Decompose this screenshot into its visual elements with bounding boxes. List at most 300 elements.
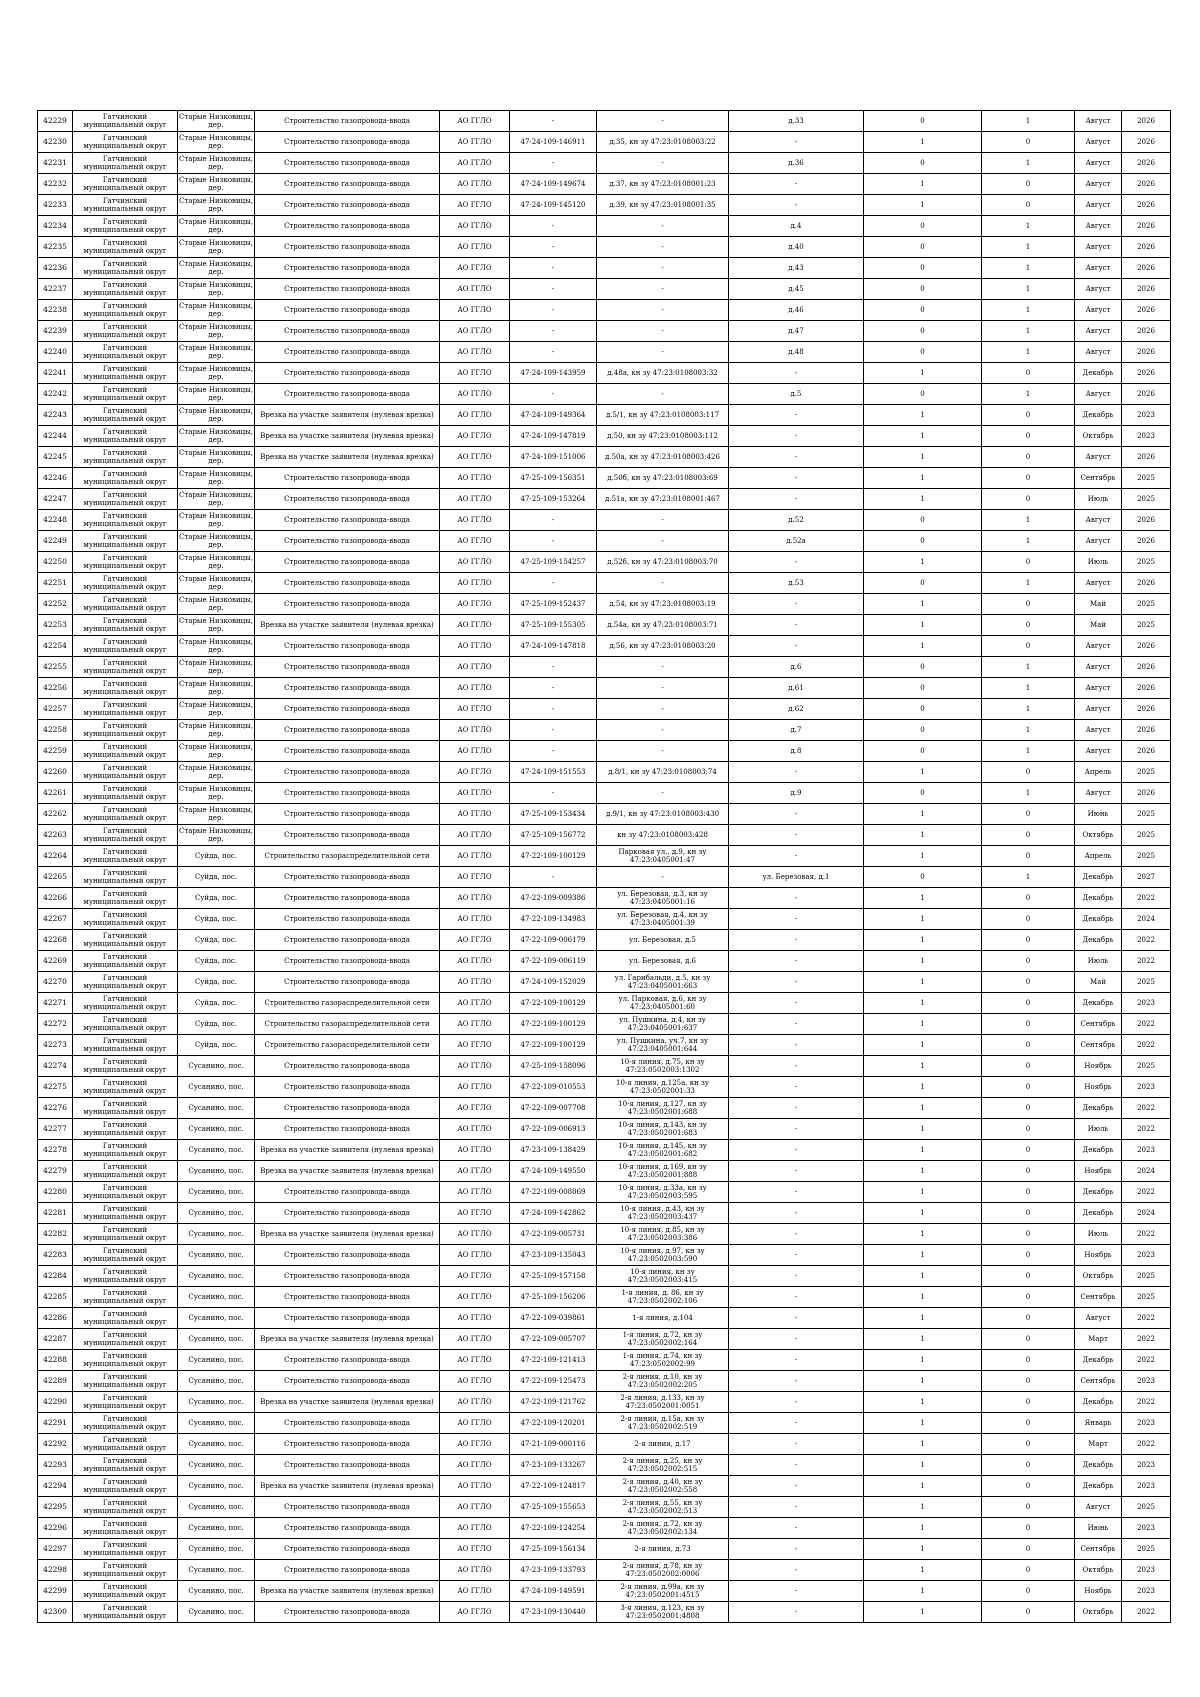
table-row — [38, 1098, 1171, 1119]
organization-cell: АО ГГЛО — [440, 1119, 510, 1140]
municipality-cell: Гатчинский муниципальный округ — [73, 1245, 178, 1266]
year-cell: 2026 — [1122, 153, 1171, 174]
month-cell: Октябрь — [1075, 1560, 1122, 1581]
year-cell: 2025 — [1122, 468, 1171, 489]
row-number-cell: 42283 — [38, 1245, 73, 1266]
count-with-application-cell: 0 — [864, 783, 982, 804]
count-without-application-cell: 1 — [982, 783, 1075, 804]
count-with-application-cell: 1 — [864, 972, 982, 993]
count-with-application-cell: 1 — [864, 1161, 982, 1182]
year-cell: 2026 — [1122, 216, 1171, 237]
count-without-application-cell: 0 — [982, 1308, 1075, 1329]
settlement-cell: Старые Низковицы, дер. — [178, 426, 255, 447]
table-row — [38, 951, 1171, 972]
table-row — [38, 342, 1171, 363]
month-cell: Май — [1075, 615, 1122, 636]
application-number-cell: 47-24-109-149364 — [510, 405, 597, 426]
work-type-cell: Строительство газопровода-ввода — [255, 699, 440, 720]
month-cell: Декабрь — [1075, 867, 1122, 888]
row-number-cell: 42262 — [38, 804, 73, 825]
organization-cell: АО ГГЛО — [440, 846, 510, 867]
settlement-cell: Старые Низковицы, дер. — [178, 804, 255, 825]
application-number-cell: 47-25-109-157158 — [510, 1266, 597, 1287]
row-number-cell: 42240 — [38, 342, 73, 363]
row-number-cell: 42296 — [38, 1518, 73, 1539]
work-type-cell: Строительство газопровода-ввода — [255, 321, 440, 342]
address-plot-cell: д.52а — [729, 531, 864, 552]
count-with-application-cell: 1 — [864, 1581, 982, 1602]
month-cell: Ноябрь — [1075, 1581, 1122, 1602]
address-cadastral-cell: 10-я линия, д.85, кн зу 47:23:0502003:386 — [597, 1224, 729, 1245]
row-number-cell: 42268 — [38, 930, 73, 951]
address-cadastral-cell: 10-я линия, д.97, кн зу 47:23:0502003:590 — [597, 1245, 729, 1266]
year-cell: 2023 — [1122, 1077, 1171, 1098]
settlement-cell: Старые Низковицы, дер. — [178, 531, 255, 552]
settlement-cell: Сусанино, пос. — [178, 1371, 255, 1392]
work-type-cell: Строительство газопровода-ввода — [255, 1350, 440, 1371]
address-cadastral-cell: 10-я линия, д.143, кн зу 47:23:0502001:683 — [597, 1119, 729, 1140]
work-type-cell: Врезка на участке заявителя (нулевая врезка) — [255, 1581, 440, 1602]
work-type-cell: Строительство газопровода-ввода — [255, 594, 440, 615]
address-plot-cell: - — [729, 1434, 864, 1455]
organization-cell: АО ГГЛО — [440, 1077, 510, 1098]
address-plot-cell: - — [729, 1371, 864, 1392]
application-number-cell: 47-25-109-154257 — [510, 552, 597, 573]
address-cadastral-cell: д.51а, кн зу 47:23:0108001:467 — [597, 489, 729, 510]
month-cell: Декабрь — [1075, 1476, 1122, 1497]
organization-cell: АО ГГЛО — [440, 405, 510, 426]
settlement-cell: Сусанино, пос. — [178, 1434, 255, 1455]
year-cell: 2022 — [1122, 930, 1171, 951]
count-without-application-cell: 1 — [982, 216, 1075, 237]
address-plot-cell: - — [729, 888, 864, 909]
settlement-cell: Сусанино, пос. — [178, 1182, 255, 1203]
count-without-application-cell: 0 — [982, 1140, 1075, 1161]
settlement-cell: Старые Низковицы, дер. — [178, 468, 255, 489]
address-plot-cell: - — [729, 405, 864, 426]
year-cell: 2025 — [1122, 1287, 1171, 1308]
month-cell: Декабрь — [1075, 1455, 1122, 1476]
municipality-cell: Гатчинский муниципальный округ — [73, 258, 178, 279]
municipality-cell: Гатчинский муниципальный округ — [73, 678, 178, 699]
settlement-cell: Сусанино, пос. — [178, 1455, 255, 1476]
count-without-application-cell: 1 — [982, 384, 1075, 405]
table-row — [38, 1056, 1171, 1077]
municipality-cell: Гатчинский муниципальный округ — [73, 804, 178, 825]
work-type-cell: Врезка на участке заявителя (нулевая врезка) — [255, 1224, 440, 1245]
organization-cell: АО ГГЛО — [440, 1539, 510, 1560]
address-plot-cell: д.52 — [729, 510, 864, 531]
municipality-cell: Гатчинский муниципальный округ — [73, 489, 178, 510]
settlement-cell: Старые Низковицы, дер. — [178, 195, 255, 216]
table-row — [38, 1476, 1171, 1497]
year-cell: 2022 — [1122, 1098, 1171, 1119]
application-number-cell: - — [510, 153, 597, 174]
work-type-cell: Строительство газопровода-ввода — [255, 888, 440, 909]
year-cell: 2026 — [1122, 531, 1171, 552]
settlement-cell: Старые Низковицы, дер. — [178, 678, 255, 699]
count-with-application-cell: 1 — [864, 1308, 982, 1329]
organization-cell: АО ГГЛО — [440, 1098, 510, 1119]
count-without-application-cell: 0 — [982, 1497, 1075, 1518]
address-plot-cell: д.45 — [729, 279, 864, 300]
row-number-cell: 42231 — [38, 153, 73, 174]
month-cell: Август — [1075, 720, 1122, 741]
table-row — [38, 741, 1171, 762]
count-without-application-cell: 1 — [982, 279, 1075, 300]
work-type-cell: Строительство газораспределительной сети — [255, 1014, 440, 1035]
organization-cell: АО ГГЛО — [440, 867, 510, 888]
address-plot-cell: - — [729, 1329, 864, 1350]
application-number-cell: 47-25-109-156772 — [510, 825, 597, 846]
year-cell: 2026 — [1122, 258, 1171, 279]
year-cell: 2026 — [1122, 741, 1171, 762]
work-type-cell: Строительство газопровода-ввода — [255, 825, 440, 846]
municipality-cell: Гатчинский муниципальный округ — [73, 1140, 178, 1161]
year-cell: 2026 — [1122, 699, 1171, 720]
count-with-application-cell: 0 — [864, 216, 982, 237]
organization-cell: АО ГГЛО — [440, 1560, 510, 1581]
address-cadastral-cell: ул. Гарибальди, д.5, кн зу 47:23:0405001:663 — [597, 972, 729, 993]
address-plot-cell: - — [729, 1203, 864, 1224]
address-cadastral-cell: д.52б, кн зу 47:23:0108003:70 — [597, 552, 729, 573]
work-type-cell: Врезка на участке заявителя (нулевая врезка) — [255, 426, 440, 447]
address-plot-cell: - — [729, 1308, 864, 1329]
address-plot-cell: - — [729, 762, 864, 783]
work-type-cell: Строительство газопровода-ввода — [255, 972, 440, 993]
municipality-cell: Гатчинский муниципальный округ — [73, 363, 178, 384]
month-cell: Август — [1075, 447, 1122, 468]
table-row — [38, 930, 1171, 951]
settlement-cell: Старые Низковицы, дер. — [178, 510, 255, 531]
month-cell: Декабрь — [1075, 363, 1122, 384]
count-with-application-cell: 1 — [864, 447, 982, 468]
row-number-cell: 42242 — [38, 384, 73, 405]
count-without-application-cell: 0 — [982, 1413, 1075, 1434]
settlement-cell: Суйда, пос. — [178, 909, 255, 930]
row-number-cell: 42265 — [38, 867, 73, 888]
organization-cell: АО ГГЛО — [440, 1497, 510, 1518]
count-with-application-cell: 0 — [864, 342, 982, 363]
address-plot-cell: - — [729, 1476, 864, 1497]
year-cell: 2026 — [1122, 174, 1171, 195]
address-plot-cell: - — [729, 1245, 864, 1266]
year-cell: 2023 — [1122, 1140, 1171, 1161]
organization-cell: АО ГГЛО — [440, 195, 510, 216]
row-number-cell: 42285 — [38, 1287, 73, 1308]
address-plot-cell: - — [729, 993, 864, 1014]
municipality-cell: Гатчинский муниципальный округ — [73, 1476, 178, 1497]
settlement-cell: Сусанино, пос. — [178, 1224, 255, 1245]
municipality-cell: Гатчинский муниципальный округ — [73, 699, 178, 720]
organization-cell: АО ГГЛО — [440, 321, 510, 342]
row-number-cell: 42230 — [38, 132, 73, 153]
application-number-cell: 47-22-109-134983 — [510, 909, 597, 930]
address-cadastral-cell: ул. Березовая, д.4, кн зу 47:23:0405001:39 — [597, 909, 729, 930]
organization-cell: АО ГГЛО — [440, 1476, 510, 1497]
application-number-cell: 47-21-109-000116 — [510, 1434, 597, 1455]
address-plot-cell: д.48 — [729, 342, 864, 363]
count-with-application-cell: 1 — [864, 762, 982, 783]
address-cadastral-cell: - — [597, 531, 729, 552]
table-row — [38, 867, 1171, 888]
table-row — [38, 1413, 1171, 1434]
municipality-cell: Гатчинский муниципальный округ — [73, 909, 178, 930]
table-row — [38, 384, 1171, 405]
municipality-cell: Гатчинский муниципальный округ — [73, 1035, 178, 1056]
count-without-application-cell: 0 — [982, 909, 1075, 930]
organization-cell: АО ГГЛО — [440, 447, 510, 468]
address-plot-cell: д.9 — [729, 783, 864, 804]
table-row — [38, 1245, 1171, 1266]
municipality-cell: Гатчинский муниципальный округ — [73, 447, 178, 468]
application-number-cell: - — [510, 342, 597, 363]
year-cell: 2026 — [1122, 363, 1171, 384]
address-cadastral-cell: ул. Березовая, д.5 — [597, 930, 729, 951]
row-number-cell: 42266 — [38, 888, 73, 909]
address-plot-cell: - — [729, 636, 864, 657]
settlement-cell: Сусанино, пос. — [178, 1602, 255, 1623]
municipality-cell: Гатчинский муниципальный округ — [73, 237, 178, 258]
application-number-cell: 47-25-109-156134 — [510, 1539, 597, 1560]
settlement-cell: Старые Низковицы, дер. — [178, 237, 255, 258]
count-without-application-cell: 0 — [982, 951, 1075, 972]
count-with-application-cell: 1 — [864, 951, 982, 972]
count-with-application-cell: 1 — [864, 1287, 982, 1308]
municipality-cell: Гатчинский муниципальный округ — [73, 720, 178, 741]
count-without-application-cell: 0 — [982, 1287, 1075, 1308]
row-number-cell: 42252 — [38, 594, 73, 615]
municipality-cell: Гатчинский муниципальный округ — [73, 1182, 178, 1203]
address-plot-cell: - — [729, 552, 864, 573]
table-row — [38, 216, 1171, 237]
work-type-cell: Строительство газопровода-ввода — [255, 1098, 440, 1119]
municipality-cell: Гатчинский муниципальный округ — [73, 1098, 178, 1119]
address-cadastral-cell: д.50, кн зу 47:23:0108003:112 — [597, 426, 729, 447]
work-type-cell: Строительство газопровода-ввода — [255, 279, 440, 300]
settlement-cell: Старые Низковицы, дер. — [178, 447, 255, 468]
table-row — [38, 1329, 1171, 1350]
work-type-cell: Врезка на участке заявителя (нулевая врезка) — [255, 1329, 440, 1350]
address-plot-cell: - — [729, 615, 864, 636]
month-cell: Июнь — [1075, 1518, 1122, 1539]
municipality-cell: Гатчинский муниципальный округ — [73, 1308, 178, 1329]
count-with-application-cell: 1 — [864, 1455, 982, 1476]
work-type-cell: Строительство газопровода-ввода — [255, 951, 440, 972]
count-without-application-cell: 1 — [982, 321, 1075, 342]
month-cell: Май — [1075, 594, 1122, 615]
settlement-cell: Старые Низковицы, дер. — [178, 300, 255, 321]
month-cell: Август — [1075, 699, 1122, 720]
organization-cell: АО ГГЛО — [440, 1035, 510, 1056]
municipality-cell: Гатчинский муниципальный округ — [73, 321, 178, 342]
application-number-cell: - — [510, 699, 597, 720]
row-number-cell: 42291 — [38, 1413, 73, 1434]
work-type-cell: Строительство газопровода-ввода — [255, 258, 440, 279]
count-without-application-cell: 0 — [982, 1350, 1075, 1371]
application-number-cell: 47-22-109-125473 — [510, 1371, 597, 1392]
municipality-cell: Гатчинский муниципальный округ — [73, 1371, 178, 1392]
work-type-cell: Строительство газопровода-ввода — [255, 783, 440, 804]
count-with-application-cell: 0 — [864, 678, 982, 699]
month-cell: Июль — [1075, 1224, 1122, 1245]
year-cell: 2026 — [1122, 720, 1171, 741]
address-plot-cell: - — [729, 174, 864, 195]
month-cell: Март — [1075, 1329, 1122, 1350]
settlement-cell: Сусанино, пос. — [178, 1539, 255, 1560]
row-number-cell: 42260 — [38, 762, 73, 783]
work-type-cell: Врезка на участке заявителя (нулевая врезка) — [255, 615, 440, 636]
application-number-cell: 47-22-109-005707 — [510, 1329, 597, 1350]
municipality-cell: Гатчинский муниципальный округ — [73, 111, 178, 132]
count-with-application-cell: 1 — [864, 825, 982, 846]
row-number-cell: 42239 — [38, 321, 73, 342]
count-without-application-cell: 0 — [982, 1266, 1075, 1287]
application-number-cell: - — [510, 657, 597, 678]
table-row — [38, 153, 1171, 174]
count-without-application-cell: 0 — [982, 1035, 1075, 1056]
work-type-cell: Строительство газопровода-ввода — [255, 384, 440, 405]
address-plot-cell: - — [729, 1497, 864, 1518]
table-row — [38, 174, 1171, 195]
address-plot-cell: - — [729, 468, 864, 489]
count-with-application-cell: 1 — [864, 1602, 982, 1623]
month-cell: Декабрь — [1075, 1350, 1122, 1371]
row-number-cell: 42238 — [38, 300, 73, 321]
table-row — [38, 909, 1171, 930]
month-cell: Август — [1075, 636, 1122, 657]
address-plot-cell: - — [729, 1035, 864, 1056]
row-number-cell: 42258 — [38, 720, 73, 741]
count-without-application-cell: 0 — [982, 1539, 1075, 1560]
count-without-application-cell: 0 — [982, 888, 1075, 909]
year-cell: 2026 — [1122, 195, 1171, 216]
municipality-cell: Гатчинский муниципальный округ — [73, 1119, 178, 1140]
address-plot-cell: - — [729, 1413, 864, 1434]
address-cadastral-cell: д.35, кн зу 47:23:0108003:22 — [597, 132, 729, 153]
month-cell: Май — [1075, 972, 1122, 993]
settlement-cell: Старые Низковицы, дер. — [178, 405, 255, 426]
address-cadastral-cell: - — [597, 720, 729, 741]
settlement-cell: Суйда, пос. — [178, 846, 255, 867]
row-number-cell: 42256 — [38, 678, 73, 699]
count-without-application-cell: 1 — [982, 867, 1075, 888]
year-cell: 2026 — [1122, 678, 1171, 699]
count-with-application-cell: 1 — [864, 1434, 982, 1455]
application-number-cell: 47-24-109-149674 — [510, 174, 597, 195]
organization-cell: АО ГГЛО — [440, 930, 510, 951]
year-cell: 2025 — [1122, 1539, 1171, 1560]
application-number-cell: 47-25-109-156351 — [510, 468, 597, 489]
work-type-cell: Врезка на участке заявителя (нулевая врезка) — [255, 1392, 440, 1413]
organization-cell: АО ГГЛО — [440, 1161, 510, 1182]
municipality-cell: Гатчинский муниципальный округ — [73, 1455, 178, 1476]
application-number-cell: 47-22-109-039861 — [510, 1308, 597, 1329]
count-with-application-cell: 1 — [864, 594, 982, 615]
table-row — [38, 972, 1171, 993]
municipality-cell: Гатчинский муниципальный округ — [73, 132, 178, 153]
address-plot-cell: - — [729, 1539, 864, 1560]
row-number-cell: 42246 — [38, 468, 73, 489]
table-row — [38, 468, 1171, 489]
application-number-cell: - — [510, 111, 597, 132]
year-cell: 2023 — [1122, 1560, 1171, 1581]
application-number-cell: 47-23-109-138429 — [510, 1140, 597, 1161]
municipality-cell: Гатчинский муниципальный округ — [73, 1056, 178, 1077]
address-cadastral-cell: кн зу 47:23:0108003:428 — [597, 825, 729, 846]
row-number-cell: 42271 — [38, 993, 73, 1014]
count-without-application-cell: 0 — [982, 972, 1075, 993]
municipality-cell: Гатчинский муниципальный округ — [73, 1161, 178, 1182]
year-cell: 2022 — [1122, 1392, 1171, 1413]
settlement-cell: Старые Низковицы, дер. — [178, 132, 255, 153]
table-row — [38, 1014, 1171, 1035]
application-number-cell: 47-22-109-100129 — [510, 1014, 597, 1035]
month-cell: Август — [1075, 321, 1122, 342]
count-without-application-cell: 0 — [982, 405, 1075, 426]
address-plot-cell: - — [729, 195, 864, 216]
address-cadastral-cell: д.56, кн зу 47:23:0108003:20 — [597, 636, 729, 657]
row-number-cell: 42249 — [38, 531, 73, 552]
settlement-cell: Старые Низковицы, дер. — [178, 825, 255, 846]
year-cell: 2026 — [1122, 573, 1171, 594]
count-without-application-cell: 0 — [982, 1434, 1075, 1455]
organization-cell: АО ГГЛО — [440, 1014, 510, 1035]
work-type-cell: Строительство газопровода-ввода — [255, 216, 440, 237]
count-with-application-cell: 0 — [864, 573, 982, 594]
settlement-cell: Сусанино, пос. — [178, 1392, 255, 1413]
address-cadastral-cell: - — [597, 783, 729, 804]
application-number-cell: 47-25-109-155305 — [510, 615, 597, 636]
settlement-cell: Сусанино, пос. — [178, 1056, 255, 1077]
table-row — [38, 1035, 1171, 1056]
count-without-application-cell: 0 — [982, 132, 1075, 153]
count-with-application-cell: 1 — [864, 363, 982, 384]
count-without-application-cell: 0 — [982, 1098, 1075, 1119]
count-without-application-cell: 0 — [982, 1455, 1075, 1476]
table-row — [38, 531, 1171, 552]
count-with-application-cell: 1 — [864, 846, 982, 867]
work-type-cell: Строительство газопровода-ввода — [255, 342, 440, 363]
year-cell: 2022 — [1122, 951, 1171, 972]
organization-cell: АО ГГЛО — [440, 300, 510, 321]
table-row — [38, 489, 1171, 510]
municipality-cell: Гатчинский муниципальный округ — [73, 1518, 178, 1539]
address-plot-cell: - — [729, 426, 864, 447]
count-without-application-cell: 0 — [982, 762, 1075, 783]
year-cell: 2024 — [1122, 1161, 1171, 1182]
month-cell: Август — [1075, 657, 1122, 678]
count-with-application-cell: 1 — [864, 1245, 982, 1266]
address-cadastral-cell: - — [597, 300, 729, 321]
month-cell: Август — [1075, 258, 1122, 279]
municipality-cell: Гатчинский муниципальный округ — [73, 741, 178, 762]
address-cadastral-cell: 2-я линия, д.40, кн зу 47:23:0502002:558 — [597, 1476, 729, 1497]
application-number-cell: 47-22-109-005731 — [510, 1224, 597, 1245]
municipality-cell: Гатчинский муниципальный округ — [73, 1434, 178, 1455]
settlement-cell: Суйда, пос. — [178, 1014, 255, 1035]
settlement-cell: Старые Низковицы, дер. — [178, 489, 255, 510]
row-number-cell: 42292 — [38, 1434, 73, 1455]
count-with-application-cell: 0 — [864, 720, 982, 741]
month-cell: Декабрь — [1075, 1392, 1122, 1413]
address-cadastral-cell: 10-я линия, кн зу 47:23:0502003:415 — [597, 1266, 729, 1287]
address-plot-cell: - — [729, 1119, 864, 1140]
municipality-cell: Гатчинский муниципальный округ — [73, 531, 178, 552]
work-type-cell: Строительство газопровода-ввода — [255, 1056, 440, 1077]
row-number-cell: 42274 — [38, 1056, 73, 1077]
organization-cell: АО ГГЛО — [440, 888, 510, 909]
